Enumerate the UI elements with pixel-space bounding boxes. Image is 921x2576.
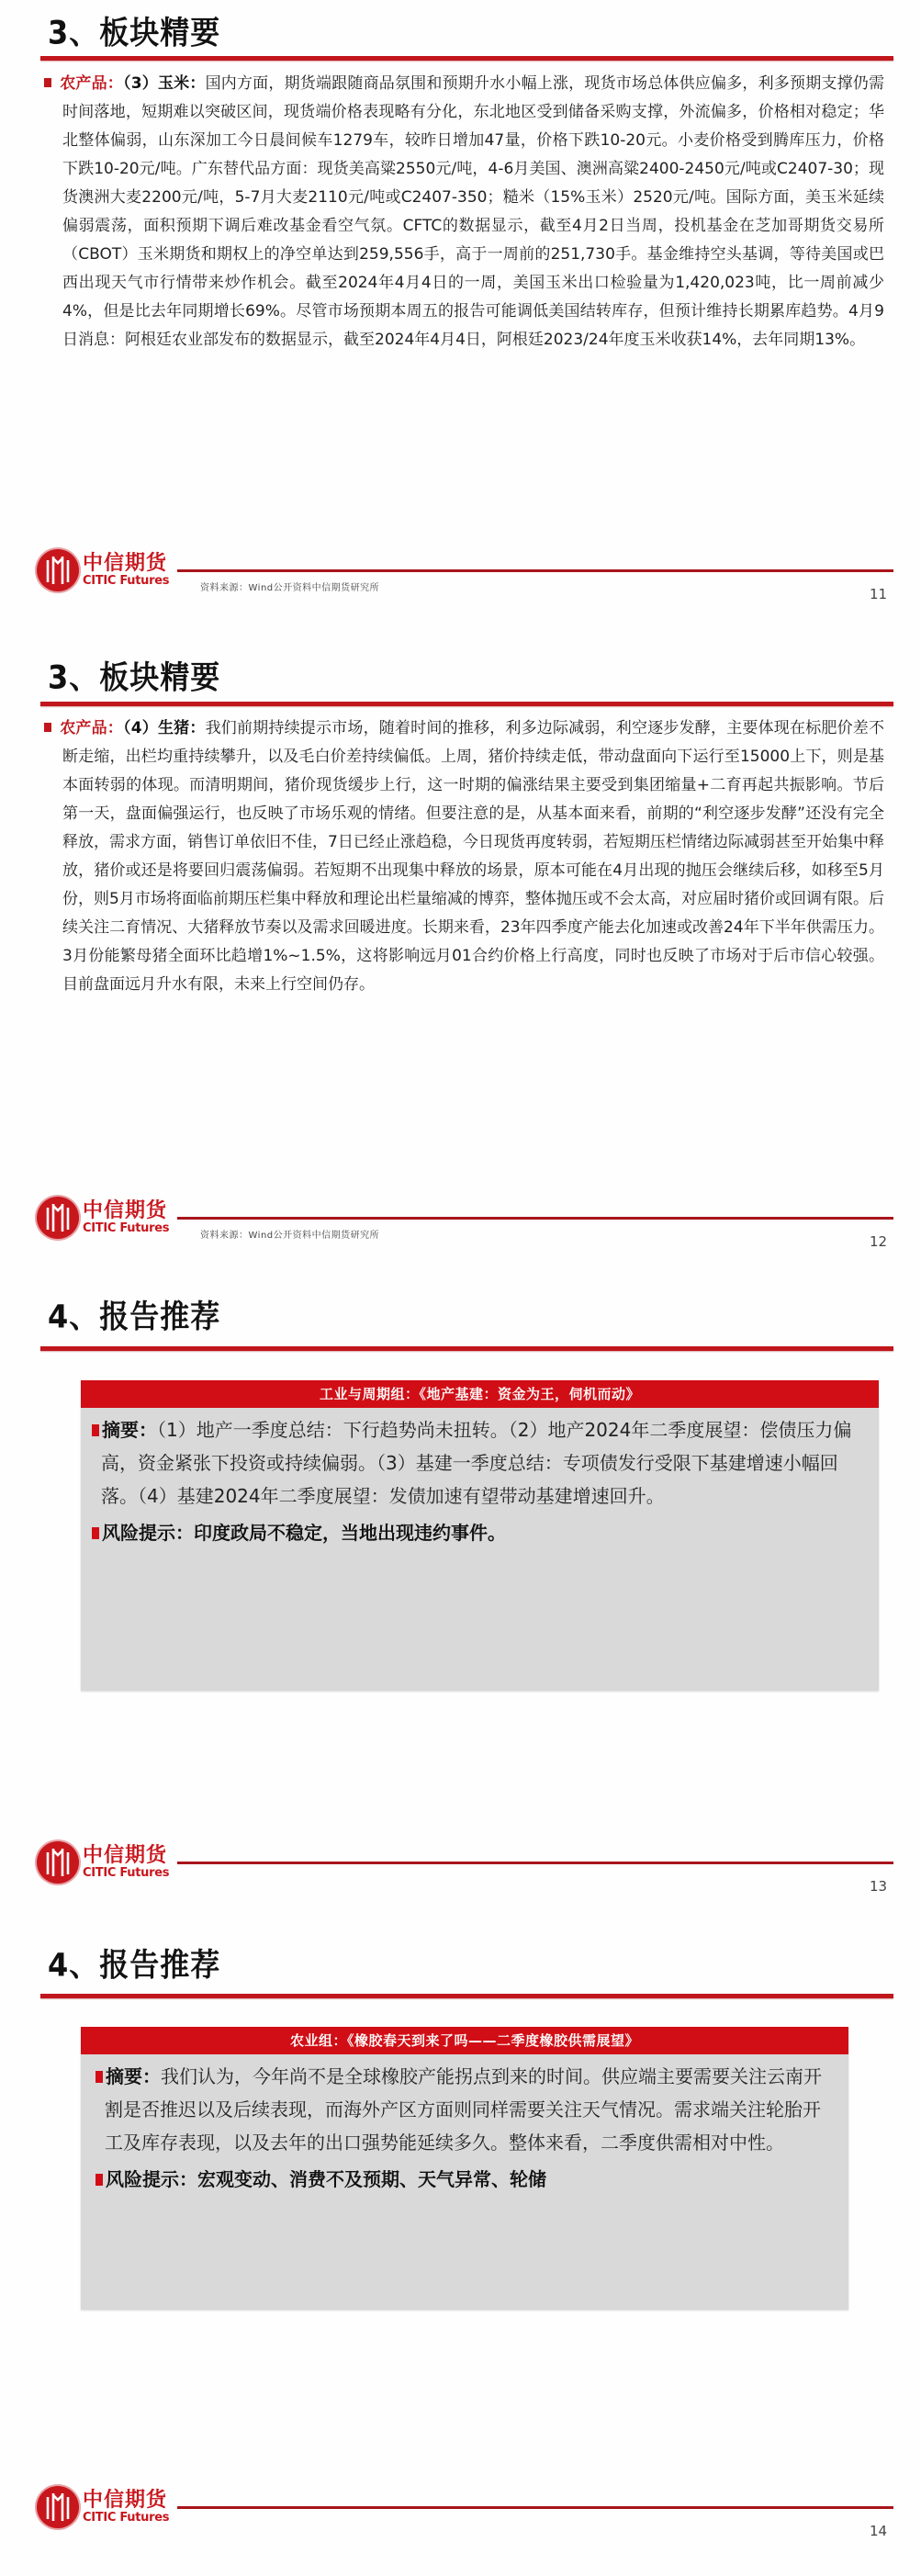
- logo-english-name: CITIC Futures: [83, 574, 170, 588]
- report-card: [81, 2027, 848, 2310]
- commodity-label: （3）玉米：: [123, 74, 206, 93]
- footer-divider: [177, 1217, 893, 1220]
- logo-chinese-name: 中信期货: [83, 1198, 168, 1222]
- footer-divider: [177, 1862, 893, 1864]
- slide-footer: [0, 1841, 921, 1896]
- summary-paragraph: [81, 1413, 866, 1513]
- page-number: 13: [870, 1878, 888, 1895]
- slide-page-11: [0, 0, 921, 624]
- section-title: 3、板块精要: [48, 14, 221, 52]
- risk-text: 风险提示：宏观变动、消费不及预期、天气异常、轮储: [106, 2168, 546, 2190]
- logo-english-name: CITIC Futures: [83, 1866, 170, 1880]
- report-card: [81, 1380, 879, 1691]
- commodity-label: （4）生猪：: [123, 719, 206, 737]
- logo-chinese-name: 中信期货: [83, 551, 168, 575]
- page-number: 12: [870, 1233, 888, 1250]
- summary-label: 摘要：: [106, 2065, 161, 2087]
- citic-logo-icon: [37, 549, 79, 591]
- page-number: 14: [870, 2523, 888, 2539]
- red-square-bullet-icon: [44, 723, 51, 732]
- red-square-bullet-icon: [44, 78, 51, 87]
- report-card-body: [81, 2054, 848, 2196]
- logo-chinese-name: 中信期货: [83, 1843, 168, 1867]
- data-source-note: 资料来源：Wind公开资料中信期货研究所: [200, 583, 380, 593]
- title-divider: [40, 702, 893, 706]
- sector-label: 农产品：: [60, 74, 124, 93]
- footer-divider: [177, 2506, 893, 2509]
- citic-logo-icon: [37, 1841, 79, 1884]
- bullet-paragraph: [44, 70, 884, 354]
- title-divider: [40, 56, 893, 61]
- red-square-bullet-icon: [95, 2071, 103, 2083]
- slide-page-13: [0, 1267, 921, 1910]
- summary-text: 我们认为，今年尚不是全球橡胶产能拐点到来的时间。供应端主要需要关注云南开割是否推迟以及后续表现，而海外产区方面则同样需要关注天气情况。需求端关注轮胎开工及库存表现，以及去年的出口强势能延续多久。整体来看，二季度供需相对中性。: [105, 2065, 822, 2154]
- corn-paragraph: [44, 70, 884, 354]
- slide-footer: [0, 2486, 921, 2541]
- logo-english-name: CITIC Futures: [83, 2511, 170, 2525]
- section-title: 4、报告推荐: [48, 1298, 221, 1336]
- citic-logo-icon: [37, 2486, 79, 2528]
- slide-page-12: [0, 624, 921, 1267]
- summary-label: 摘要：: [102, 1419, 157, 1441]
- red-square-bullet-icon: [95, 2174, 103, 2186]
- slide-footer: [0, 549, 921, 604]
- citic-logo-icon: [37, 1197, 79, 1239]
- footer-divider: [177, 569, 893, 572]
- logo-english-name: CITIC Futures: [83, 1221, 170, 1235]
- summary-text: （1）地产一季度总结：下行趋势尚未扭转。（2）地产2024年二季度展望：偿债压力偏高，资金紧张下投资或持续偏弱。（3）基建一季度总结：专项债发行受限下基建增速小幅回落。（4）基建2024年二季度展望：发债加速有望带动基建增速回升。: [101, 1419, 852, 1507]
- logo-chinese-name: 中信期货: [83, 2488, 168, 2512]
- paragraph-text: 我们前期持续提示市场，随着时间的推移，利多边际减弱，利空逐步发酵，主要体现在标肥价差不断走缩，出栏均重持续攀升，以及毛白价差持续偏低。上周，猪价持续走低，带动盘面向下运行至15000上下，则是基本面转弱的体现。而清明期间，猪价现货缓步上行，这一时期的偏涨结果主要受到集团缩量+二育再起共振影响。节后第一天，盘面偏强运行，也反映了市场乐观的情绪。但要注意的是，从基本面来看，前期的“利空逐步发酵”还没有完全释放，需求方面，销售订单依旧不佳，7日已经止涨趋稳，今日现货再度转弱，若短期压栏情绪边际减弱甚至开始集中释放，猪价或还是将要回归震荡偏弱。若短期不出现集中释放的场景，原本可能在4月出现的抛压会继续后移，如移至5月份，则5月市场将面临前期压栏集中释放和理论出栏量缩减的博弈，整体抛压或不会太高，对应届时猪价或回调有限。后续关注二育情况、大猪释放节奏以及需求回暖进度。长期来看，23年四季度产能去化加速或改善24年下半年供需压力。3月份能繁母猪全面环比趋增1%~1.5%，这将影响远月01合约价格上行高度，同时也反映了市场对于后市信心较强。目前盘面远月升水有限，未来上行空间仍存。: [62, 719, 885, 994]
- red-square-bullet-icon: [92, 1527, 99, 1539]
- report-card-body: [81, 1408, 879, 1549]
- section-title: 3、板块精要: [48, 658, 221, 697]
- title-divider: [40, 1994, 893, 1998]
- hog-paragraph: [44, 714, 884, 999]
- title-divider: [40, 1346, 893, 1351]
- risk-paragraph: [81, 1516, 866, 1549]
- data-source-note: 资料来源：Wind公开资料中信期货研究所: [200, 1231, 380, 1241]
- report-card-title: 工业与周期组：《地产基建：资金为王，伺机而动》: [81, 1380, 879, 1408]
- report-card-title: 农业组：《橡胶春天到来了吗——二季度橡胶供需展望》: [81, 2027, 848, 2054]
- red-square-bullet-icon: [92, 1424, 99, 1436]
- sector-label: 农产品：: [60, 719, 124, 737]
- section-title: 4、报告推荐: [48, 1946, 221, 1985]
- bullet-paragraph: [44, 714, 884, 999]
- slide-page-14: [0, 1910, 921, 2576]
- risk-paragraph: [81, 2163, 836, 2196]
- page-number: 11: [870, 586, 888, 602]
- summary-paragraph: [81, 2060, 836, 2159]
- risk-text: 风险提示：印度政局不稳定，当地出现违约事件。: [102, 1522, 506, 1544]
- slide-footer: [0, 1197, 921, 1252]
- paragraph-text: 国内方面，期货端跟随商品氛围和预期升水小幅上涨，现货市场总体供应偏多，利多预期支撑仍需时间落地，短期难以突破区间，现货端价格表现略有分化，东北地区受到储备采购支撑，外流偏多，价格相对稳定；华北整体偏弱，山东深加工今日晨间候车1279车，较昨日增加47量，价格下跌10-20元。小麦价格受到腾库压力，价格下跌10-20元/吨。广东替代品方面：现货美高粱2550元/吨，4-6月美国、澳洲高粱2400-2450元/吨或C2407-30；现货澳洲大麦2200元/吨，5-7月大麦2110元/吨或C2407-350；糙米（15%玉米）2520元/吨。国际方面，美玉米延续偏弱震荡，面积预期下调后难改基金看空气氛。CFTC的数据显示，截至4月2日当周，投机基金在芝加哥期货交易所（CBOT）玉米期货和期权上的净空单达到259,556手，高于一周前的251,730手。基金维持空头基调，等待美国或巴西出现天气市行情带来炒作机会。截至2024年4月4日的一周，美国玉米出口检验量为1,420,023吨，比一周前减少4%，但是比去年同期增长69%。尽管市场预期本周五的报告可能调低美国结转库存，但预计维持长期累库趋势。4月9日消息：阿根廷农业部发布的数据显示，截至2024年4月4日，阿根廷2023/24年度玉米收获14%，去年同期13%。: [62, 74, 885, 349]
